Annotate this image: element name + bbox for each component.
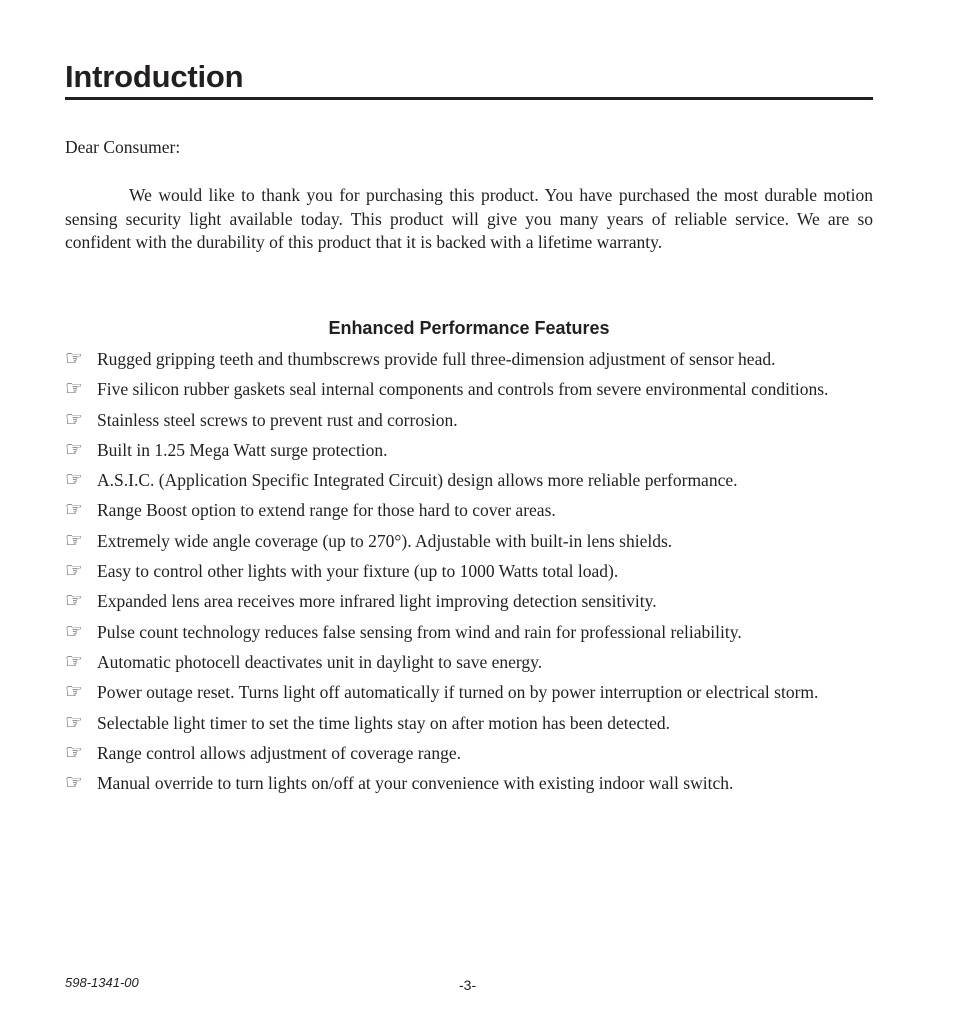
feature-text: Pulse count technology reduces false sensing from wind and rain for professional reliability. [97, 621, 742, 642]
pointing-hand-icon: ☞ [65, 739, 83, 764]
pointing-hand-icon: ☞ [65, 436, 83, 461]
pointing-hand-icon: ☞ [65, 618, 83, 643]
list-item [65, 648, 873, 674]
pointing-hand-icon: ☞ [65, 648, 83, 673]
list-item [65, 681, 873, 704]
list-item [65, 406, 873, 432]
pointing-hand-icon: ☞ [65, 467, 83, 492]
feature-text: Rugged gripping teeth and thumbscrews provide full three-dimension adjustment of sensor head. [97, 349, 776, 369]
feature-text: Range control allows adjustment of coverage range. [97, 742, 461, 763]
pointing-hand-icon: ☞ [65, 346, 83, 370]
pointing-hand-icon: ☞ [65, 770, 83, 795]
intro-paragraph: We would like to thank you for purchasing this product. You have purchased the most durable motion sensing security light available today. This product will give you many years of reliable service. We are so confident with the durability of this product that it is backed with a lifetime warranty. [65, 185, 873, 252]
feature-list [65, 348, 873, 802]
list-item [65, 739, 873, 765]
list-item [65, 436, 873, 462]
list-item [65, 469, 873, 492]
list-item [65, 499, 873, 522]
feature-text: Power outage reset. Turns light off automatically if turned on by power interruption or electrical storm. [97, 682, 819, 703]
feature-text: Built in 1.25 Mega Watt surge protection. [97, 439, 388, 460]
pointing-hand-icon: ☞ [65, 406, 83, 431]
list-item [65, 772, 873, 795]
pointing-hand-icon: ☞ [65, 527, 83, 552]
pointing-hand-icon: ☞ [65, 497, 83, 522]
page-number: -3- [459, 977, 477, 993]
feature-text: A.S.I.C. (Application Specific Integrated Circuit) design allows more reliable performance. [97, 470, 738, 491]
salutation: Dear Consumer: [65, 137, 181, 157]
feature-text: Expanded lens area receives more infrared light improving detection sensitivity. [97, 591, 657, 612]
list-item [65, 348, 873, 371]
feature-text: Selectable light timer to set the time lights stay on after motion has been detected. [97, 712, 670, 733]
section-heading: Enhanced Performance Features [328, 318, 610, 338]
pointing-hand-icon: ☞ [65, 679, 83, 704]
pointing-hand-icon: ☞ [65, 709, 83, 734]
pointing-hand-icon: ☞ [65, 588, 83, 613]
list-item [65, 527, 873, 553]
feature-text: Easy to control other lights with your fixture (up to 1000 Watts total load). [97, 561, 619, 582]
feature-text: Extremely wide angle coverage (up to 270°). Adjustable with built-in lens shields. [97, 530, 673, 551]
title-rule [65, 97, 873, 100]
document-number: 598-1341-00 [65, 975, 139, 990]
list-item [65, 378, 873, 401]
pointing-hand-icon: ☞ [65, 558, 83, 583]
feature-text: Manual override to turn lights on/off at your convenience with existing indoor wall switch. [97, 773, 734, 794]
list-item [65, 709, 873, 735]
feature-text: Five silicon rubber gaskets seal internal components and controls from severe environmental conditions. [97, 379, 829, 400]
list-item [65, 618, 873, 644]
feature-text: Automatic photocell deactivates unit in daylight to save energy. [97, 651, 543, 672]
list-item [65, 590, 873, 613]
feature-text: Range Boost option to extend range for those hard to cover areas. [97, 500, 556, 521]
pointing-hand-icon: ☞ [65, 376, 83, 401]
page-title: Introduction [65, 59, 244, 94]
list-item [65, 560, 873, 583]
feature-text: Stainless steel screws to prevent rust and corrosion. [97, 409, 458, 430]
